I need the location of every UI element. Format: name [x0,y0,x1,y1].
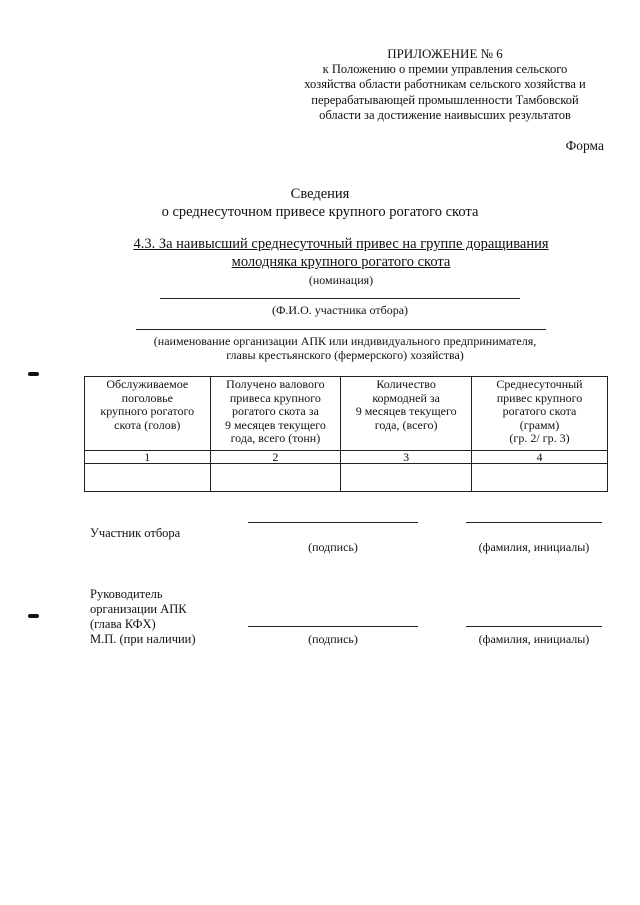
header-text: рогатого скота за [231,404,319,418]
signature-caption: (подпись) [308,632,358,646]
head-label-line: организации АПК [90,602,187,616]
organization-caption-line-1: (наименование организации АПК или индивидуального предпринимателя, [153,334,537,348]
column-number: 2 [210,451,341,464]
header-text: крупного рогатого [100,404,195,418]
appendix-title: ПРИЛОЖЕНИЕ № 6 [387,46,503,61]
header-text: привес крупного [496,390,583,405]
table-header-cell [472,377,608,451]
participant-name-line [160,298,520,299]
table-header-row [85,377,608,451]
organization-name-line [136,329,546,330]
table-header-cell [210,377,341,451]
header-text: года, всего (тонн) [230,431,321,445]
appendix-line: к Положению о премии управления сельского [322,61,568,76]
participant-label: Участник отбора [90,526,181,540]
signature-caption: (подпись) [308,540,358,554]
head-label-line: Руководитель [90,587,163,601]
header-text: (гр. 2/ гр. 3) [509,431,570,445]
name-caption: (фамилия, инициалы) [478,540,590,554]
header-text: Среднесуточный [496,377,583,391]
header-text: привеса крупного [229,390,321,405]
margin-mark [28,372,39,376]
document-title: Сведения [290,186,350,202]
head-signature-line[interactable] [248,626,418,627]
header-text: рогатого скота [502,404,577,418]
header-text: Обслуживаемое [106,377,189,391]
participant-name-line[interactable] [466,522,602,523]
table-number-row [85,451,608,464]
header-text: кормодней за [372,390,440,405]
table-header-cell [85,377,211,451]
column-number: 3 [341,451,472,464]
header-text: скота (голов) [114,417,181,432]
table-cell[interactable] [85,464,211,492]
appendix-block [280,46,610,124]
appendix-line: перерабатывающей промышленности Тамбовской [311,92,579,107]
form-label: Форма [565,138,604,153]
header-text: 9 месяцев текущего [355,404,457,418]
appendix-line: хозяйства области работникам сельского хозяйства и [304,77,586,91]
margin-mark [28,614,39,618]
table-cell[interactable] [210,464,341,492]
head-label-line: (глава КФХ) [90,617,156,631]
column-number: 4 [472,451,608,464]
head-label [90,587,187,632]
document-subtitle: о среднесуточном привесе крупного рогатого скота [161,204,479,220]
table-cell[interactable] [341,464,472,492]
header-text: Получено валового [226,377,325,391]
header-text: Количество [376,377,436,391]
table-row [85,464,608,492]
stamp-label: М.П. (при наличии) [90,632,196,646]
table-header-cell [341,377,472,451]
nomination-caption: (номинация) [308,273,374,287]
table-cell[interactable] [472,464,608,492]
head-name-line[interactable] [466,626,602,627]
nomination-line-1: 4.3. За наивысший среднесуточный привес на группе доращивания [133,236,549,252]
participant-caption: (Ф.И.О. участника отбора) [271,303,409,317]
data-table [84,376,608,492]
header-text: года, (всего) [374,417,438,432]
name-caption: (фамилия, инициалы) [478,632,590,646]
header-text: 9 месяцев текущего [224,417,326,432]
column-number: 1 [85,451,211,464]
participant-signature-line[interactable] [248,522,418,523]
organization-caption-line-2: главы крестьянского (фермерского) хозяйства) [226,348,464,362]
header-text: (грамм) [519,417,560,432]
appendix-line: области за достижение наивысших результатов [319,108,571,122]
nomination-line-2: молодняка крупного рогатого скота [231,254,451,270]
header-text: поголовье [121,390,173,405]
